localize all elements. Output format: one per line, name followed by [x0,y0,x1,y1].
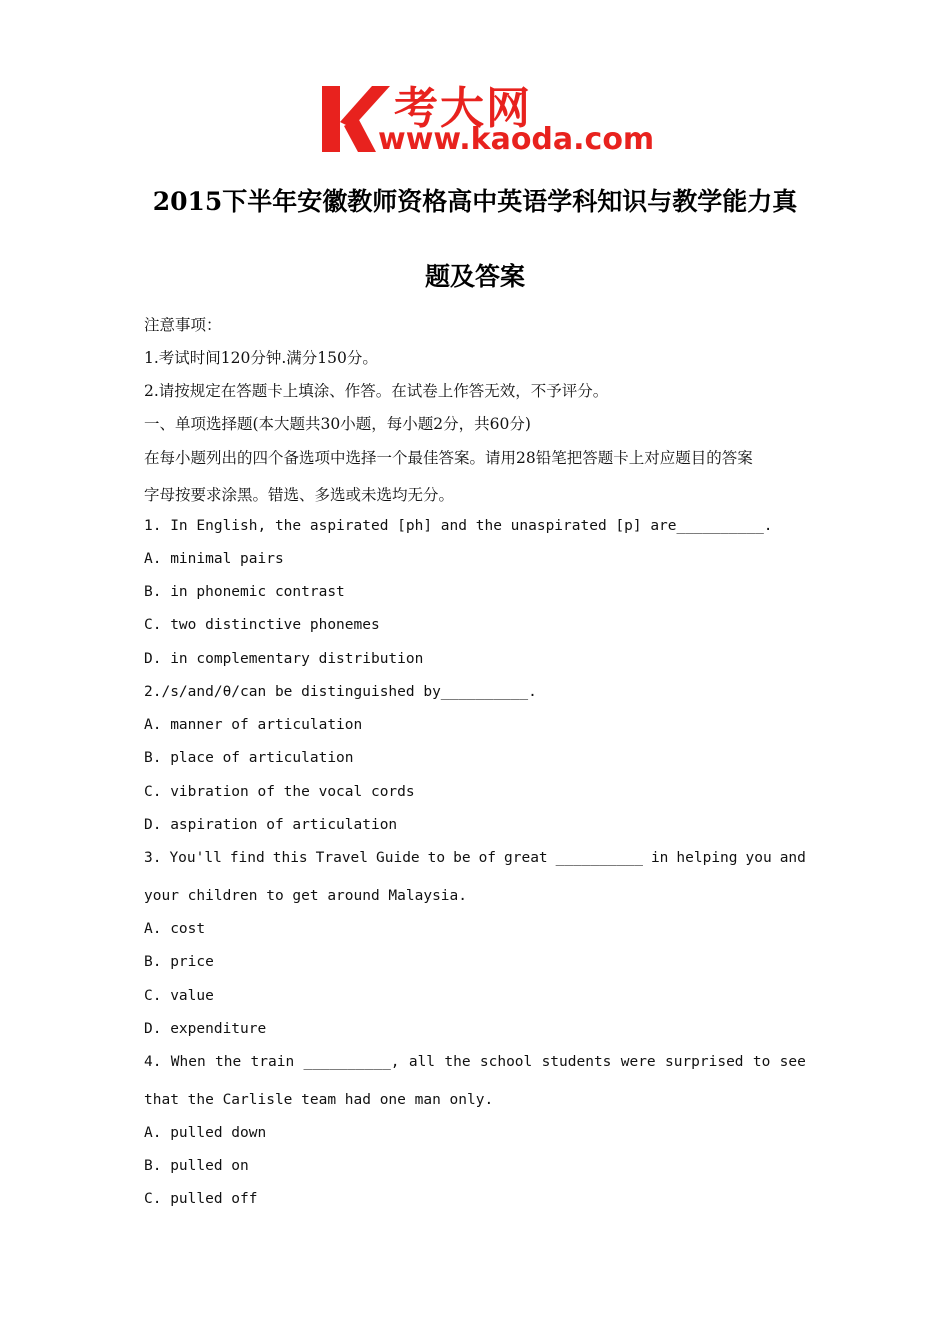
question-3-stem-line-2: your children to get around Malaysia. [144,888,468,904]
section-heading: 一、单项选择题(本大题共30小题，每小题2分，共60分) [144,415,531,433]
question-4-option-c: C. pulled off [144,1191,258,1207]
word: __________ [555,850,643,866]
question-3-option-a: A. cost [144,921,206,937]
notes-item-1: 1.考试时间120分钟.满分150分。 [144,349,378,367]
logo-url-text: www.kaoda.com [378,122,655,157]
word: You'll [169,850,222,866]
word: __________, [303,1054,400,1070]
word: in [650,850,669,866]
section-instruction-line-1: 在每小题列出的四个备选项中选择一个最佳答案。请用28铅笔把答题卡上对应题目的答案 [144,449,753,467]
word: 4. [144,1054,162,1070]
question-4-stem-line-1 [144,1054,806,1070]
word: surprised [664,1054,744,1070]
word: to [752,1054,771,1070]
question-1-stem: 1. In English, the aspirated [ph] and the unaspirated [p] are__________. [144,518,773,534]
page-title-line-1: 2015下半年安徽教师资格高中英语学科知识与教学能力真 [152,187,798,216]
question-1-option-d: D. in complementary distribution [144,651,424,667]
question-3-option-d: D. expenditure [144,1021,267,1037]
logo-chinese-text: 考大网 [394,83,532,134]
notes-heading: 注意事项： [144,316,222,334]
question-3-option-b: B. price [144,954,214,970]
word: helping [676,850,738,866]
page-title-line-2: 题及答案 [424,262,525,291]
question-2-option-d: D. aspiration of articulation [144,817,398,833]
word: Travel [315,850,369,866]
word: 3. [144,850,162,866]
word: be [453,850,471,866]
question-1-option-c: C. two distinctive phonemes [144,617,380,633]
question-3-stem-line-1 [144,850,806,866]
question-3-option-c: C. value [144,988,214,1004]
word: of [478,850,497,866]
question-2-option-c: C. vibration of the vocal cords [144,784,415,800]
question-2-stem: 2./s/and/θ/can be distinguished by__________. [144,684,537,700]
section-instruction-line-2: 字母按要求涂黑。错选、多选或未选均无分。 [144,486,455,504]
word: school [479,1054,533,1070]
word: train [250,1054,295,1070]
kaoda-logo[interactable] [318,78,655,160]
notes-item-2: 2.请按规定在答题卡上填涂、作答。在试卷上作答无效，不予评分。 [144,382,609,400]
word: all [408,1054,436,1070]
question-4-option-a: A. pulled down [144,1125,267,1141]
word: were [620,1054,656,1070]
word: and [779,850,806,866]
word: students [541,1054,612,1070]
word: this [272,850,308,866]
word: you [745,850,772,866]
question-1-option-a: A. minimal pairs [144,551,284,567]
question-4-option-b: B. pulled on [144,1158,249,1174]
word: Guide [376,850,420,866]
word: see [779,1054,806,1070]
question-2-option-a: A. manner of articulation [144,717,363,733]
question-4-stem-line-2: that the Carlisle team had one man only. [144,1092,494,1108]
word: find [229,850,265,866]
word: to [427,850,446,866]
word: the [444,1054,471,1070]
word: great [504,850,548,866]
question-2-option-b: B. place of articulation [144,750,354,766]
word: the [215,1054,242,1070]
question-1-option-b: B. in phonemic contrast [144,584,345,600]
word: When [170,1054,206,1070]
